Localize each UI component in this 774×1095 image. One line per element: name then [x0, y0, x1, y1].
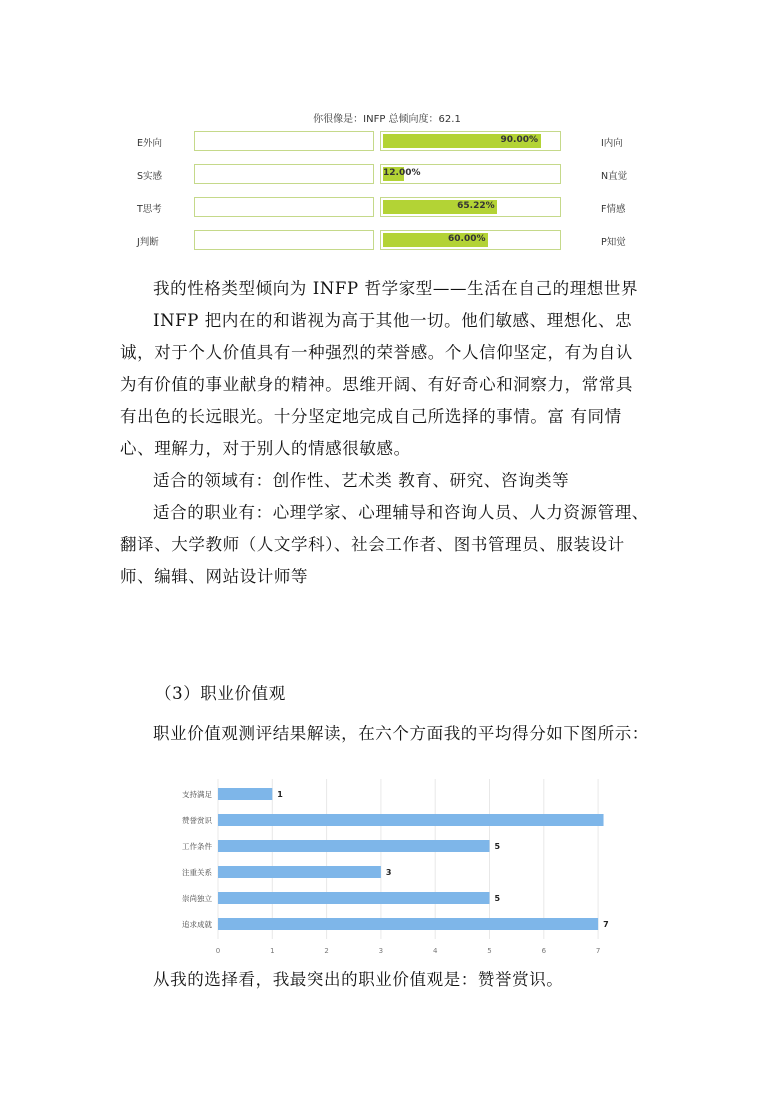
- category-label: 追求成就: [182, 920, 212, 929]
- desc-line: 为有价值的事业献身的精神。思维开阔、有好奇心和洞察力，常常具: [120, 375, 633, 394]
- mbti-left-track: [194, 197, 374, 217]
- mbti-percent-label: 60.00%: [448, 234, 486, 244]
- values-intro: 职业价值观测评结果解读，在六个方面我的平均得分如下图所示：: [153, 724, 649, 743]
- category-label: 崇尚独立: [182, 894, 212, 903]
- x-tick-label: 1: [270, 947, 275, 955]
- category-label: 工作条件: [182, 842, 212, 851]
- mbti-percent-label: 65.22%: [457, 201, 495, 211]
- mbti-left-label: J判断: [137, 237, 159, 248]
- conclusion: 从我的选择看，我最突出的职业价值观是：赞誉赏识。: [153, 970, 564, 989]
- data-label: 5: [494, 894, 501, 903]
- x-tick-label: 0: [215, 947, 221, 955]
- mbti-percent-label: 12.00%: [383, 168, 421, 178]
- mbti-row: [0, 164, 774, 186]
- x-tick-label: 5: [487, 947, 492, 955]
- data-label: 7: [603, 920, 609, 929]
- x-tick-label: 4: [432, 947, 438, 955]
- mbti-right-label: I内向: [601, 138, 623, 149]
- bar: [218, 814, 604, 826]
- values-section: [120, 678, 660, 750]
- category-label: 赞誉赏识: [182, 816, 212, 825]
- mbti-left-track: [194, 230, 374, 250]
- jobs-line: 翻译、大学教师（人文学科）、社会工作者、图书管理员、服装设计: [120, 535, 625, 554]
- bar: [218, 918, 598, 930]
- x-tick-label: 3: [378, 947, 384, 955]
- type-heading: 我的性格类型倾向为 INFP 哲学家型——生活在自己的理想世界: [153, 279, 639, 298]
- mbti-left-label: E外向: [137, 138, 163, 149]
- mbti-title: 你很像是：INFP 总倾向度：62.1: [313, 114, 461, 125]
- desc-line: 有出色的长远眼光。十分坚定地完成自己所选择的事情。富 有同情: [120, 407, 622, 426]
- personality-description: [120, 273, 660, 593]
- data-label: 5: [494, 842, 501, 851]
- x-tick-label: 7: [595, 947, 601, 955]
- mbti-left-label: S实感: [137, 171, 163, 182]
- mbti-left-track: [194, 164, 374, 184]
- suitable-fields: 适合的领域有：创作性、艺术类 教育、研究、咨询类等: [153, 471, 570, 490]
- bar: [218, 892, 490, 904]
- category-label: 注重关系: [182, 868, 212, 877]
- mbti-row: [0, 197, 774, 219]
- mbti-right-label: P知觉: [601, 237, 626, 248]
- data-label: 3: [385, 868, 392, 877]
- jobs-line: 适合的职业有：心理学家、心理辅导和咨询人员、人力资源管理、: [153, 503, 649, 522]
- mbti-row: [0, 131, 774, 153]
- jobs-line: 师、编辑、网站设计师等: [120, 567, 309, 586]
- bar: [218, 788, 272, 800]
- conclusion-block: [120, 964, 660, 996]
- desc-line: 诚，对于个人价值具有一种强烈的荣誉感。个人信仰坚定，有为自认: [120, 343, 633, 362]
- desc-line: INFP 把内在的和谐视为高于其他一切。他们敏感、理想化、忠: [153, 311, 633, 330]
- mbti-percent-label: 90.00%: [500, 135, 538, 145]
- mbti-left-label: T思考: [137, 204, 162, 215]
- mbti-row: [0, 230, 774, 252]
- mbti-right-label: N直觉: [601, 171, 628, 182]
- mbti-left-track: [194, 131, 374, 151]
- values-bar-chart: [160, 775, 610, 955]
- x-tick-label: 2: [324, 947, 329, 955]
- category-label: 支持满足: [182, 790, 212, 799]
- bar: [218, 866, 381, 878]
- x-tick-label: 6: [541, 947, 547, 955]
- bar: [218, 840, 490, 852]
- desc-line: 心、理解力，对于别人的情感很敏感。: [120, 439, 411, 458]
- data-label: 1: [277, 790, 283, 799]
- section-heading: （3）职业价值观: [155, 684, 286, 703]
- mbti-right-label: F情感: [601, 204, 626, 215]
